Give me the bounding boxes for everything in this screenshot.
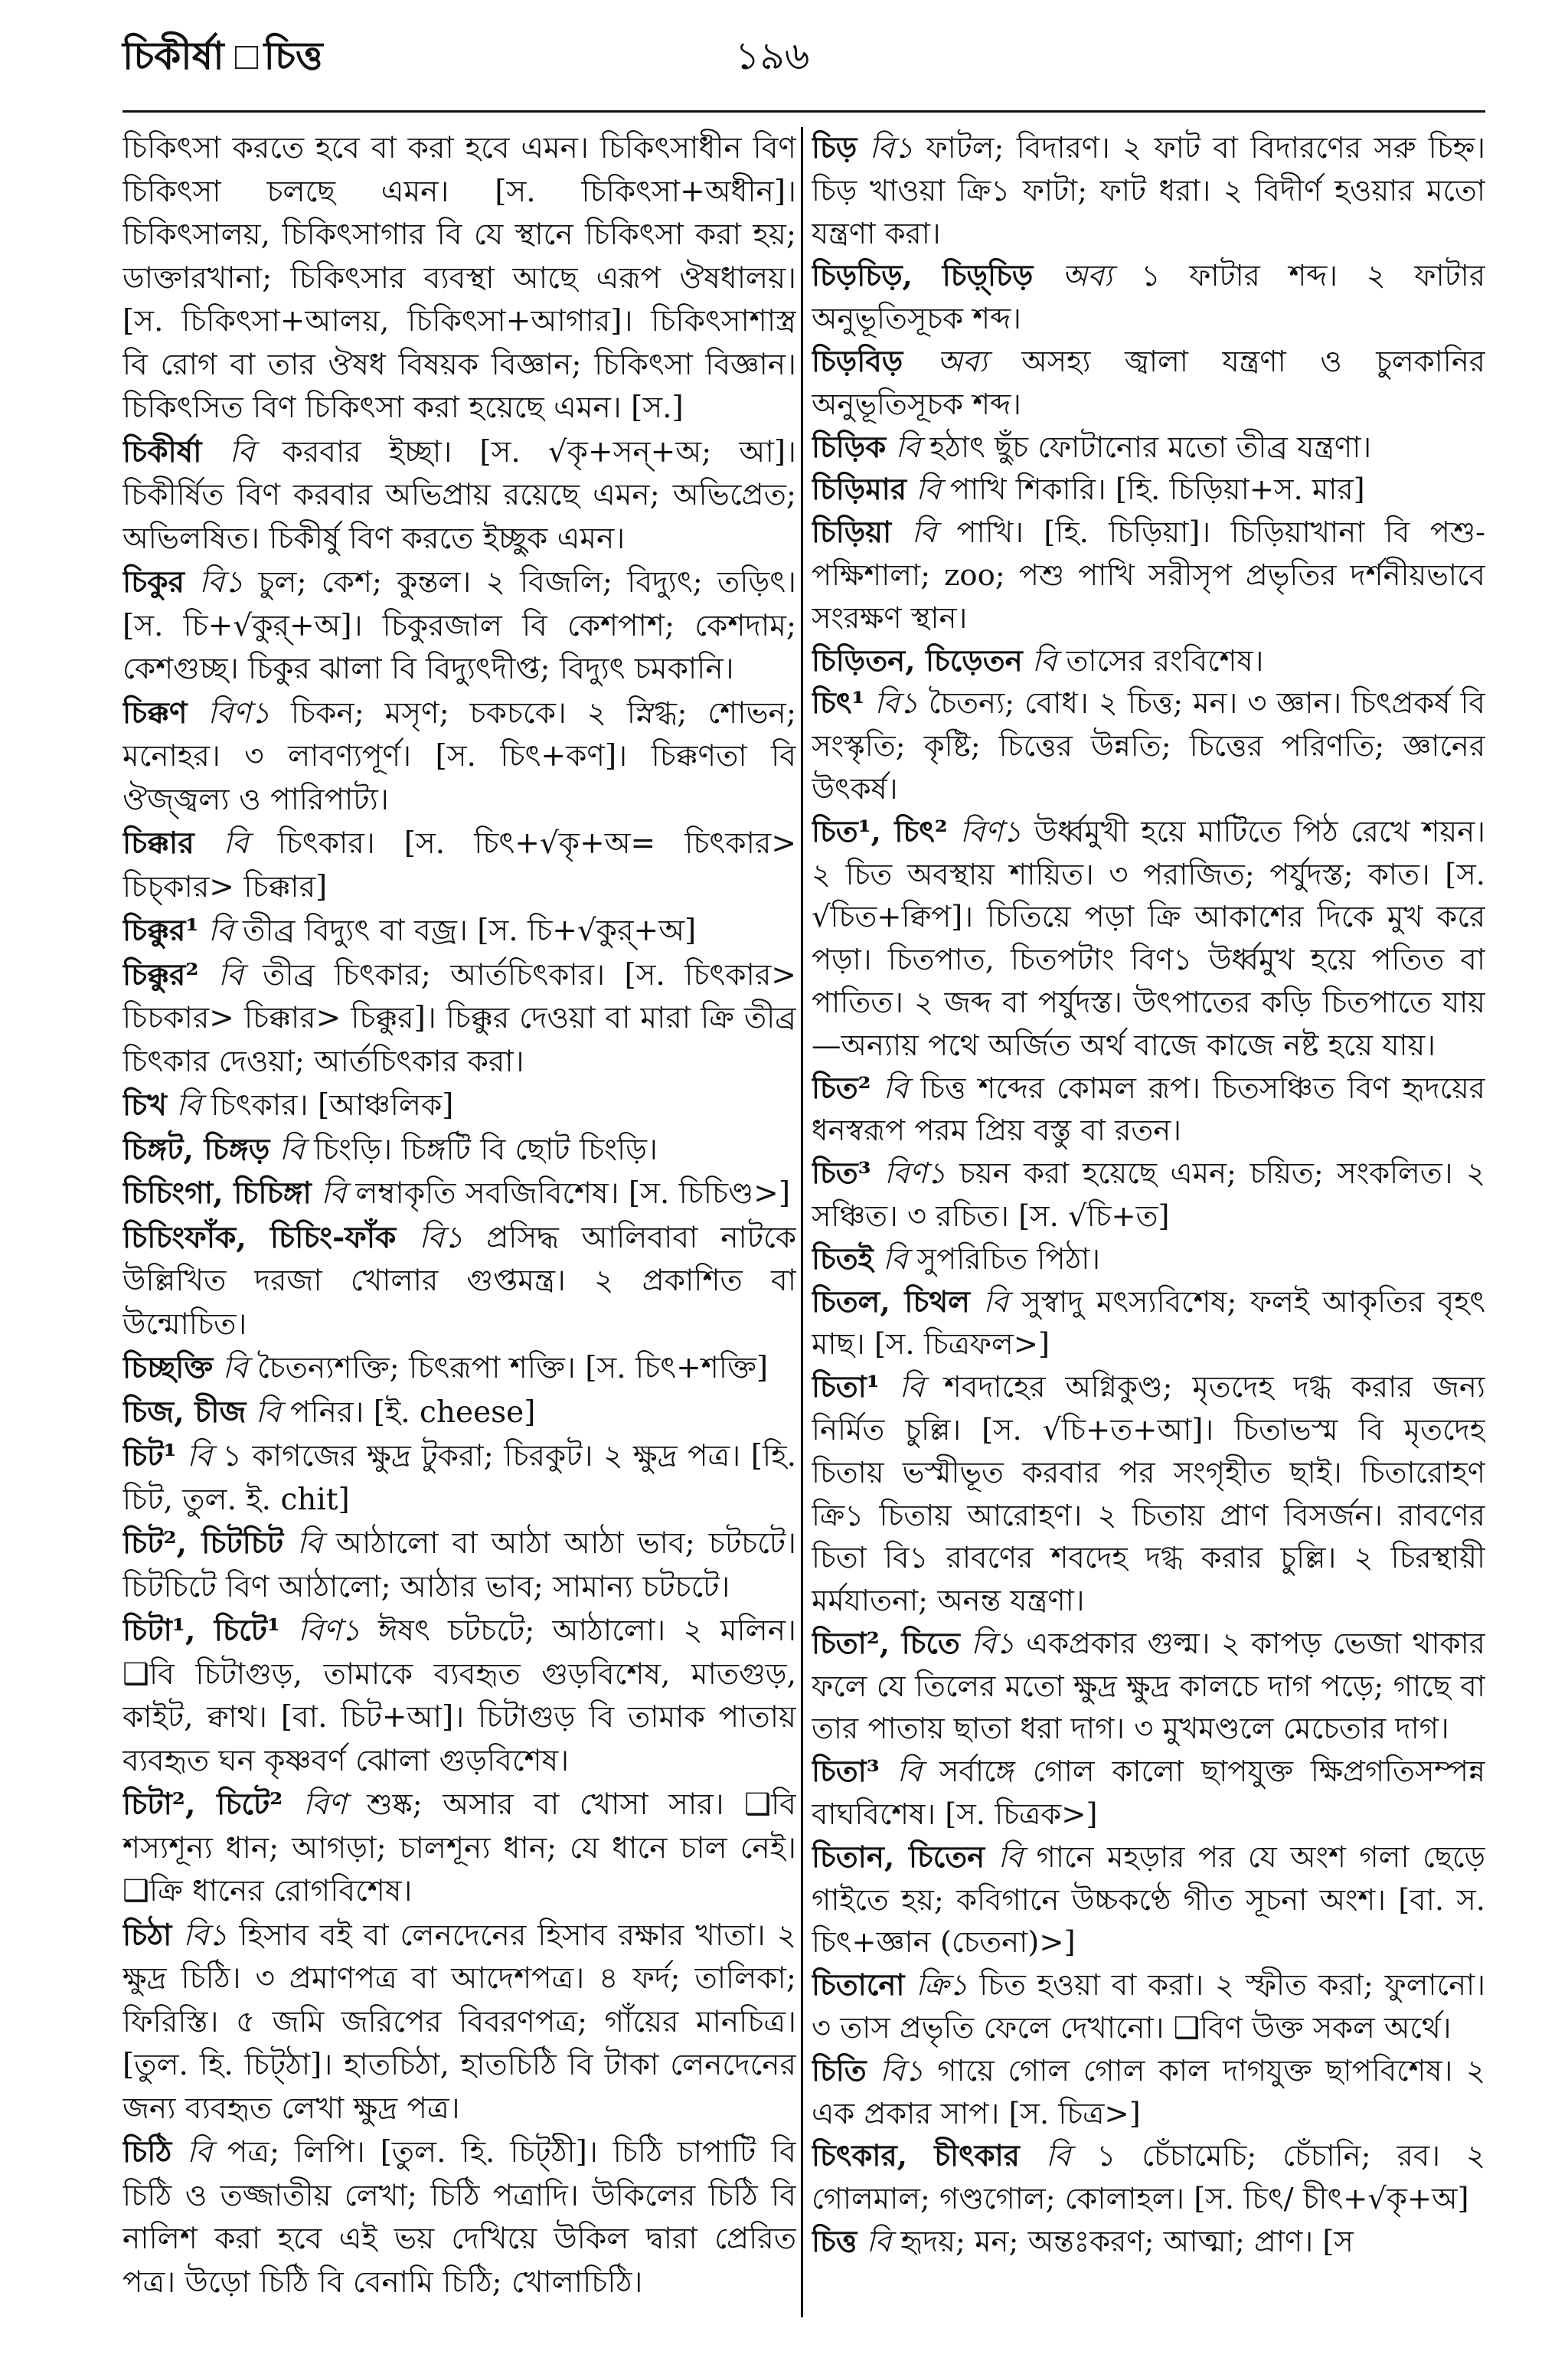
entry-definition: ১ চেঁচামেচি; চেঁচানি; রব। ২ গোলমাল; গণ্ডগোল; কোলাহল। [স. চিৎ/ চীৎ+√কৃ+অ] <box>812 2139 1485 2217</box>
dictionary-entry <box>122 1084 796 1128</box>
entry-definition: পত্র; লিপি। [তুল. হি. চিট্‌ঠী]। চিঠি চাপাটি বি চিঠি ও তজ্জাতীয় লেখা; চিঠি পত্রাদি। উকিলের চিঠি বি নালিশ করা হবে এই ভয় দেখিয়ে উকিল দ্বারা প্রেরিত পত্র। উড়ো চিঠি বি বেনামি চিঠি; খোলাচিঠি। <box>122 2135 796 2300</box>
entry-definition: চিকিৎসা করতে হবে বা করা হবে এমন। চিকিৎসাধীন বিণ চিকিৎসা চলছে এমন। [স. চিকিৎসা+অধীন]। চিকিৎসালয়, চিকিৎসাগার বি যে স্থানে চিকিৎসা করা হয়; ডাক্তারখানা; চিকিৎসার ব্যবস্থা আছে এরূপ ঔষধালয়। [স. চিকিৎসা+আলয়, চিকিৎসা+আগার]। চিকিৎসাশাস্ত্র বি রোগ বা তার ঔষধ বিষয়ক বিজ্ঞান; চিকিৎসা বিজ্ঞান। চিকিৎসিত বিণ চিকিৎসা করা হয়েছে এমন। [স.] <box>122 131 796 425</box>
entry-part-of-speech: বিণ১ <box>298 1614 361 1648</box>
dictionary-entry <box>122 430 796 561</box>
entry-headword: চিড়বিড় <box>812 344 903 379</box>
dictionary-entry <box>122 1216 796 1347</box>
dictionary-entry <box>122 1391 796 1435</box>
entry-headword: চিড়িয়া <box>812 515 892 551</box>
dictionary-entry <box>122 909 796 953</box>
entry-definition: সর্বাঙ্গে গোল কালো ছাপযুক্ত ক্ষিপ্রগতিসম্পন্ন বাঘবিশেষ। [স. চিত্রক>] <box>812 1754 1485 1833</box>
dictionary-entry <box>812 2135 1485 2221</box>
dictionary-entry <box>122 692 796 822</box>
entry-definition: একপ্রকার গুল্ম। ২ কাপড় ভেজা থাকার ফলে যে তিলের মতো ক্ষুদ্র ক্ষুদ্র কালচে দাগ পড়ে; গাছে বা তার পাতায় ছাতা ধরা দাগ। ৩ মুখমণ্ডলে মেচেতার দাগ। <box>812 1626 1485 1747</box>
entry-definition: চিকন; মসৃণ; চকচকে। ২ স্নিগ্ধ; শোভন; মনোহর। ৩ লাবণ্যপূর্ণ। [স. চিৎ+কণ]। চিক্কণতা বি ঔজ্জ্বল্য ও পারিপাট্য। <box>122 695 796 817</box>
entry-part-of-speech: বি১ <box>183 1918 228 1953</box>
entry-part-of-speech: বি <box>187 1439 213 1473</box>
entry-definition: চিৎকার। [স. চিৎ+√কৃ+অ= চিৎকার> চিচ্‌কার> চিক্কার] <box>122 826 796 904</box>
entry-part-of-speech: বি <box>1031 643 1057 679</box>
entry-part-of-speech: বি <box>897 1754 923 1790</box>
entry-headword: চিক্কুর¹ <box>122 913 199 948</box>
column-divider <box>801 127 803 2317</box>
entry-part-of-speech: অব্য <box>936 344 988 379</box>
entry-definition: পাখি। [হি. চিড়িয়া]। চিড়িয়াখানা বি পশু-পক্ষিশালা; zoo; পশু পাখি সরীসৃপ প্রভৃতির দর্শনীয়ভাবে সংরক্ষণ স্থান। <box>812 515 1485 636</box>
entry-definition: চিৎকার। [আঞ্চলিক] <box>211 1088 454 1123</box>
entry-headword: চিক্কণ <box>122 695 188 731</box>
entry-headword: চিচিংগা, চিচিঙ্গা <box>122 1176 312 1211</box>
entry-part-of-speech: বি১ <box>971 1626 1015 1661</box>
entry-definition: প্রসিদ্ধ আলিবাবা নাটকে উল্লিখিত দরজা খোলার গুপ্তমন্ত্র। ২ প্রকাশিত বা উন্মোচিত। <box>122 1220 796 1342</box>
dictionary-entry <box>812 1238 1485 1281</box>
entry-headword: চিতি <box>812 2053 867 2088</box>
entry-definition: অসহ্য জ্বালা যন্ত্রণা ও চুলকানির অনুভূতিসূচক শব্দ। <box>812 344 1485 422</box>
entry-headword: চিতান, চিতেন <box>812 1839 985 1875</box>
dictionary-entry <box>812 1366 1485 1623</box>
entry-definition: আঠালো বা আঠা আঠা ভাব; চটচটে। চিটচিটে বিণ আঠালো; আঠার ভাব; সামান্য চটচটে। <box>122 1526 796 1604</box>
entry-part-of-speech: বি <box>882 1241 908 1277</box>
dictionary-entry <box>122 1914 796 2131</box>
entry-definition: ১ ফাটার শব্দ। ২ ফাটার অনুভূতিসূচক শব্দ। <box>812 259 1485 337</box>
entry-headword: চিত্ত <box>812 2225 858 2260</box>
entry-part-of-speech: বি <box>983 1284 1008 1319</box>
dictionary-entry <box>812 1281 1485 1367</box>
dictionary-entry <box>122 1128 796 1172</box>
dictionary-entry <box>812 427 1485 469</box>
entry-part-of-speech: বি <box>279 1132 305 1167</box>
entry-definition: পাখি শিকারি। [হি. চিড়িয়া+স. মার] <box>949 473 1365 508</box>
entry-definition: লম্বাকৃতি সবজিবিশেষ। [স. চিচিণ্ড>] <box>355 1176 791 1211</box>
dictionary-entry <box>122 1609 796 1783</box>
entry-part-of-speech: বি১ <box>869 131 914 165</box>
entry-part-of-speech: বি <box>222 1351 248 1385</box>
entry-definition: সুপরিচিত পিঠা। <box>916 1241 1101 1277</box>
entry-headword: চিড়িমার <box>812 473 907 508</box>
entry-headword: চিতল, চিথল <box>812 1284 970 1319</box>
entry-definition: চৈতন্যশক্তি; চিৎরূপা শক্তি। [স. চিৎ+শক্তি] <box>256 1351 769 1385</box>
page-header <box>122 20 1485 112</box>
entry-part-of-speech: অব্য <box>1061 259 1112 294</box>
entry-headword: চিট¹ <box>122 1438 177 1473</box>
entry-definition: ফাটল; বিদারণ। ২ ফাট বা বিদারণের সরু চিহ্ন। চিড় খাওয়া ক্রি১ ফাটা; ফাট ধরা। ২ বিদীর্ণ হওয়ার মতো যন্ত্রণা করা। <box>812 131 1485 251</box>
entry-headword: চিৎকার, চীৎকার <box>812 2139 1020 2174</box>
entry-definition: উর্ধ্বমুখী হয়ে মাটিতে পিঠ রেখে শয়ন। ২ চিত অবস্থায় শায়িত। ৩ পরাজিত; পর্যুদস্ত; কাত। [স. √চিত+ক্বিপ]। চিতিয়ে পড়া ক্রি আকাশের দিকে মুখ করে পড়া। চিতপাত, চিতপটাং বিণ১ উর্ধ্বমুখ হয়ে পতিত বা পাতিত। ২ জব্দ বা পর্যুদস্ত। উৎপাতের কড়ি চিতপাতে যায়—অন্যায় পথে অর্জিত অর্থ বাজে কাজে নষ্ট হয়ে যায়। <box>812 814 1485 1063</box>
dictionary-entry <box>812 1836 1485 1964</box>
dictionary-entry <box>812 469 1485 512</box>
dictionary-entry <box>812 1068 1485 1153</box>
entry-part-of-speech: বি১ <box>874 686 919 721</box>
entry-headword: চিঙ্গট, চিঙ্গড় <box>122 1131 270 1167</box>
dictionary-entry <box>122 2130 796 2304</box>
dictionary-entry <box>812 1153 1485 1238</box>
entry-part-of-speech: বি <box>998 1839 1024 1875</box>
entry-definition: তাসের রংবিশেষ। <box>1066 643 1264 679</box>
entry-part-of-speech: বি <box>207 914 234 948</box>
entry-definition: ১ কাগজের ক্ষুদ্র টুকরা; চিরকুট। ২ ক্ষুদ্র পত্র। [হি. চিট, তুল. ই. chit] <box>122 1439 796 1517</box>
entry-definition: হৃদয়; মন; অন্তঃকরণ; আত্মা; প্রাণ। [স <box>900 2225 1354 2260</box>
entry-definition: চিংড়ি। চিঙ্গটি বি ছোট চিংড়ি। <box>314 1132 658 1167</box>
page-number: ১৯৬ <box>735 34 810 78</box>
entry-headword: চিক্কার <box>122 826 194 861</box>
entry-headword: চিখ <box>122 1087 167 1123</box>
dictionary-entry <box>812 2050 1485 2136</box>
entry-headword: চিটা², চিটে² <box>122 1787 283 1822</box>
entry-definition: চিত হওয়া বা করা। ২ স্ফীত করা; ফুলানো। ৩ তাস প্রভৃতি ফেলে দেখানো। ❑বিণ উক্ত সকল অর্থে। <box>812 1968 1485 2046</box>
entry-definition: শুষ্ক; অসার বা খোসা সার। ❑বি শস্যশূন্য ধান; আগড়া; চালশূন্য ধান; যে ধানে চাল নেই। ❑ক্রি ধানের রোগবিশেষ। <box>122 1787 796 1908</box>
dictionary-entry <box>122 822 796 909</box>
entry-definition: গানে মহড়ার পর যে অংশ গলা ছেড়ে গাইতে হয়; কবিগানে উচ্চকণ্ঠে গীত সূচনা অংশ। [বা. স. চিৎ+জ্ঞান (চেতনা)>] <box>812 1839 1485 1960</box>
entry-part-of-speech: বি <box>883 1071 909 1106</box>
entry-definition: গায়ে গোল গোল কাল দাগযুক্ত ছাপবিশেষ। ২ এক প্রকার সাপ। [স. চিত্র>] <box>812 2053 1485 2131</box>
entry-part-of-speech: বি১ <box>880 2053 924 2088</box>
entry-part-of-speech: বি১ <box>199 565 244 600</box>
entry-part-of-speech: বি <box>297 1526 322 1561</box>
entry-headword: চিঠা <box>122 1917 172 1953</box>
dictionary-entry <box>812 640 1485 683</box>
entry-part-of-speech: বি <box>916 473 941 508</box>
dictionary-entry <box>812 682 1485 810</box>
entry-headword: চিতা², চিতে <box>812 1626 960 1661</box>
entry-headword: চিতা¹ <box>812 1370 880 1405</box>
entry-headword: চিচ্ছক্তি <box>122 1350 214 1385</box>
dictionary-entry <box>122 1172 796 1216</box>
entry-headword: চিকুর <box>122 564 185 600</box>
entry-part-of-speech: বি১ <box>419 1220 464 1255</box>
dictionary-entry <box>812 512 1485 639</box>
entry-headword: চিক্কুর² <box>122 956 199 992</box>
dictionary-entry <box>122 1346 796 1391</box>
entry-definition: করবার ইচ্ছা। [স. √কৃ+সন্‌+অ; আ]। চিকীর্ষিত বিণ করবার অভিপ্রায় রয়েছে এমন; অভিপ্রেত; অভিলষিত। চিকীর্ষু বিণ করতে ইচ্ছুক এমন। <box>122 434 796 556</box>
entry-headword: চিতা³ <box>812 1754 880 1790</box>
dictionary-entry <box>122 1783 796 1914</box>
entry-headword: চিচিংফাঁক, চিচিং-ফাঁক <box>122 1219 397 1255</box>
entry-headword: চিকীর্ষা <box>122 433 202 469</box>
entry-definition: চিত্ত শব্দের কোমল রূপ। চিতসঞ্চিত বিণ হৃদয়ের ধনস্বরূপ পরম প্রিয় বস্তু বা রতন। <box>812 1071 1485 1149</box>
guide-word-first: চিকীর্ষা <box>122 33 224 78</box>
dictionary-entry <box>812 1623 1485 1751</box>
dictionary-entry <box>812 341 1485 427</box>
entry-definition: ঈষৎ চটচটে; আঠালো। ২ মলিন। ❑বি চিটাগুড়, তামাকে ব্যবহৃত গুড়বিশেষ, মাতগুড়, কাইট, ক্বাথ। [বা. চিট+আ]। চিটাগুড় বি তামাক পাতায় ব্যবহৃত ঘন কৃষ্ণবর্ণ ঝোলা গুড়বিশেষ। <box>122 1614 796 1778</box>
dictionary-entry <box>812 811 1485 1068</box>
entry-headword: চিড়িতন, চিড়েতন <box>812 643 1023 679</box>
entry-definition: হঠাৎ ছুঁচ ফোটানোর মতো তীব্র যন্ত্রণা। <box>929 430 1372 465</box>
entry-part-of-speech: ক্রি১ <box>916 1968 969 2003</box>
dictionary-entry <box>812 127 1485 255</box>
dictionary-entry <box>812 255 1485 341</box>
entry-part-of-speech: বি <box>899 1370 925 1405</box>
entry-part-of-speech: বি <box>895 430 920 465</box>
entry-definition: চয়ন করা হয়েছে এমন; চয়িত; সংকলিত। ২ সঞ্চিত। ৩ রচিত। [স. √চি+ত] <box>812 1156 1485 1234</box>
entry-part-of-speech: বি <box>223 826 249 861</box>
entry-definition: তীব্র চিৎকার; আর্তচিৎকার। [স. চিৎকার> চিচকার> চিক্কার> চিক্কুর]। চিক্কুর দেওয়া বা মারা ক্রি তীব্র চিৎকার দেওয়া; আর্তচিৎকার করা। <box>122 957 796 1079</box>
entry-headword: চিটা¹, চিটে¹ <box>122 1613 280 1648</box>
entry-part-of-speech: বি <box>1045 2139 1071 2174</box>
entry-part-of-speech: বি <box>321 1176 347 1211</box>
entry-definition: সুস্বাদু মৎস্যবিশেষ; ফলই আকৃতির বৃহৎ মাছ। [স. চিত্রফল>] <box>812 1284 1485 1362</box>
entry-definition: চৈতন্য; বোধ। ২ চিত্ত; মন। ৩ জ্ঞান। চিৎপ্রকর্ষ বি সংস্কৃতি; কৃষ্টি; চিত্তের উন্নতি; চিত্তের পরিণতি; জ্ঞানের উৎকর্ষ। <box>812 686 1485 806</box>
guide-words <box>122 28 323 91</box>
entry-headword: চিত¹, চিৎ² <box>812 814 948 849</box>
entry-headword: চিতানো <box>812 1968 905 2003</box>
dictionary-entry <box>812 1964 1485 2050</box>
entry-part-of-speech: বিণ <box>302 1787 347 1822</box>
entry-headword: চিত³ <box>812 1156 871 1192</box>
entry-headword: চিৎ¹ <box>812 686 865 721</box>
entry-part-of-speech: বিণ১ <box>959 814 1022 849</box>
entry-headword: চিট², চিটচিট <box>122 1525 284 1561</box>
entry-headword: চিড়চিড়, চিড়্‌চিড় <box>812 259 1034 294</box>
entry-part-of-speech: বি <box>866 2225 892 2260</box>
entry-part-of-speech: বি <box>176 1088 202 1123</box>
entry-definition: পনির। [ই. cheese] <box>290 1395 536 1430</box>
entry-part-of-speech: বি <box>255 1395 281 1430</box>
entry-part-of-speech: বি <box>187 2135 212 2170</box>
dictionary-entry <box>122 953 796 1084</box>
dictionary-entry <box>122 561 796 692</box>
entry-headword: চিত² <box>812 1071 871 1106</box>
entry-definition: হিসাব বই বা লেনদেনের হিসাব রক্ষার খাতা। ২ ক্ষুদ্র চিঠি। ৩ প্রমাণপত্র বা আদেশপত্র। ৪ ফর্দ; তালিকা; ফিরিস্তি। ৫ জমি জরিপের বিবরণপত্র; গাঁয়ের মানচিত্র। [তুল. হি. চিট্‌ঠা]। হাতচিঠা, হাতচিঠি বি টাকা লেনদেনের জন্য ব্যবহৃত লেখা ক্ষুদ্র পত্র। <box>122 1918 796 2126</box>
entry-part-of-speech: বিণ১ <box>207 695 271 731</box>
dictionary-entry <box>122 127 796 430</box>
entry-definition: তীব্র বিদ্যুৎ বা বজ্র। [স. চি+√কুর্‌+অ] <box>243 914 697 948</box>
dictionary-entry <box>812 1751 1485 1836</box>
entry-headword: চিজ, চীজ <box>122 1394 247 1430</box>
entry-part-of-speech: বি <box>217 957 243 992</box>
entry-definition: শবদাহের অগ্নিকুণ্ড; মৃতদেহ দগ্ধ করার জন্য নির্মিত চুল্লি। [স. √চি+ত+আ]। চিতাভস্ম বি মৃতদেহ চিতায় ভস্মীভূত করবার পর সংগৃহীত ছাই। চিতারোহণ ক্রি১ চিতায় আরোহণ। ২ চিতায় প্রাণ বিসর্জন। রাবণের চিতা বি১ রাবণের শবদেহ দগ্ধ করার চুল্লি। ২ চিরস্থায়ী মর্মযাতনা; অনন্ত যন্ত্রণা। <box>812 1370 1485 1619</box>
entry-headword: চিড়িক <box>812 430 887 465</box>
header-rule <box>122 110 1485 113</box>
entry-headword: চিতই <box>812 1241 874 1277</box>
left-column <box>122 127 796 2348</box>
dictionary-entry <box>122 1434 796 1522</box>
entry-headword: চিঠি <box>122 2134 172 2170</box>
dictionary-entry <box>122 1522 796 1609</box>
entry-part-of-speech: বিণ১ <box>884 1156 946 1192</box>
box-separator-icon <box>235 46 258 69</box>
right-column <box>812 127 1485 2348</box>
entry-headword: চিড় <box>812 131 858 165</box>
dictionary-entry <box>812 2221 1485 2264</box>
entry-part-of-speech: বি <box>911 515 937 551</box>
entry-part-of-speech: বি <box>229 434 255 469</box>
guide-word-last: চিত্ত <box>263 33 323 78</box>
entry-definition: চুল; কেশ; কুন্তল। ২ বিজলি; বিদ্যুৎ; তড়িৎ। [স. চি+√কুর্‌+অ]। চিকুরজাল বি কেশপাশ; কেশদাম; কেশগুচ্ছ। চিকুর ঝালা বি বিদ্যুৎদীপ্ত; বিদ্যুৎ চমকানি। <box>122 565 796 686</box>
